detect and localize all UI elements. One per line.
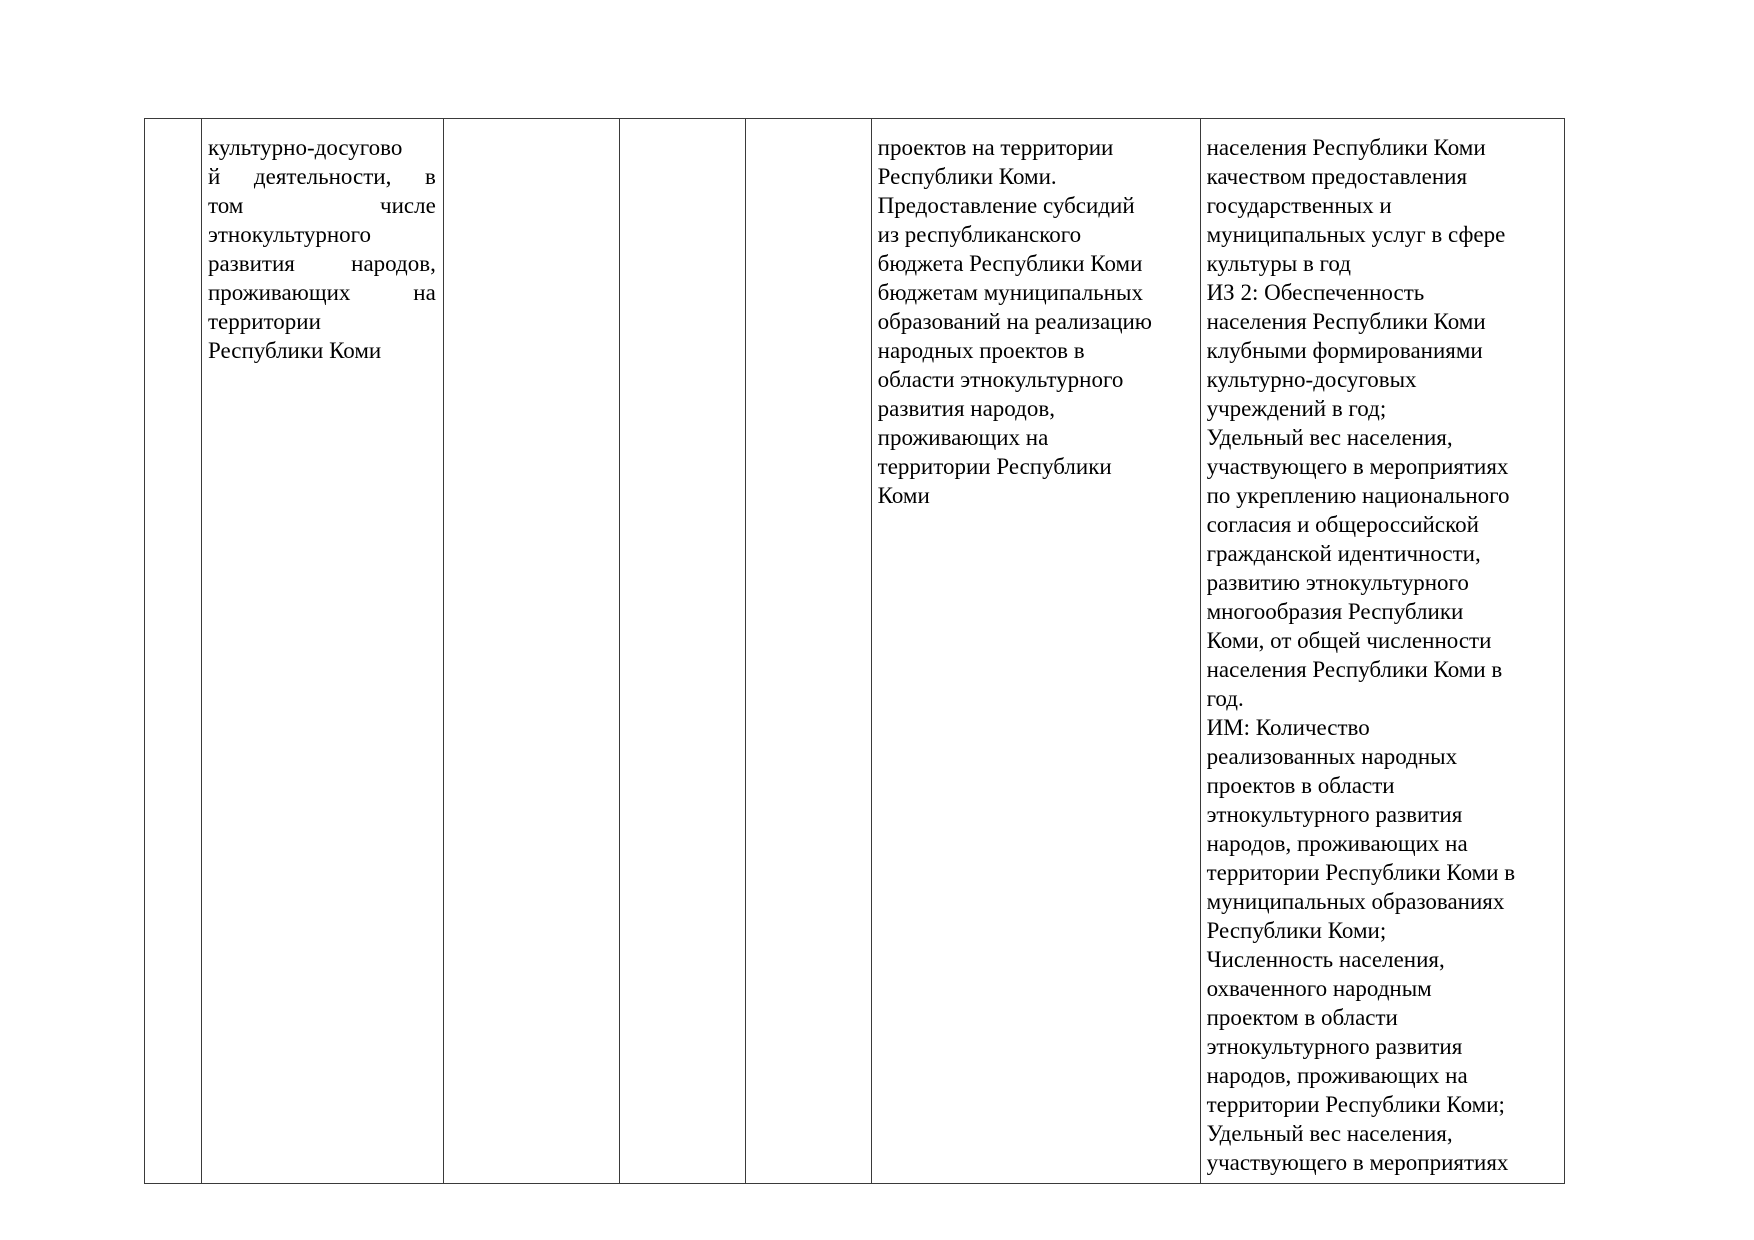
cell-text-line: культурно-досугово bbox=[207, 135, 403, 160]
cell-text-line: Республики Коми. bbox=[877, 164, 1057, 189]
document-table bbox=[144, 118, 1565, 1184]
cell-text-line: населения Республики Коми bbox=[1206, 309, 1486, 334]
cell-text-line: учреждений в год; bbox=[1206, 396, 1387, 421]
cell-text-line: участвующего в мероприятиях bbox=[1206, 454, 1509, 479]
cell-text-line: Республики Коми; bbox=[1206, 918, 1387, 943]
cell-text-line: охваченного народным bbox=[1206, 976, 1432, 1001]
cell-text-line: участвующего в мероприятиях bbox=[1206, 1150, 1509, 1175]
cell-text-line: проектом в области bbox=[1206, 1005, 1398, 1030]
cell-text-line: год. bbox=[1206, 686, 1244, 711]
cell-text-line: развитию этнокультурного bbox=[1206, 570, 1469, 595]
cell-text-line: проживающих на bbox=[877, 425, 1049, 450]
table-cell-empty bbox=[620, 119, 746, 1184]
cell-text-line: народов, проживающих на bbox=[1206, 1063, 1468, 1088]
cell-text-line: из республиканского bbox=[877, 222, 1082, 247]
cell-text-line: многообразия Республики bbox=[1206, 599, 1464, 624]
cell-text-line: Республики Коми bbox=[207, 338, 382, 363]
table-cell-measures bbox=[871, 119, 1200, 1184]
cell-text-line: проживающих на bbox=[207, 280, 436, 305]
cell-text-line: народных проектов в bbox=[877, 338, 1085, 363]
cell-text-line: ИМ: Количество bbox=[1206, 715, 1370, 740]
cell-text-line: государственных и bbox=[1206, 193, 1392, 218]
cell-text-line: Удельный вес населения, bbox=[1206, 425, 1453, 450]
cell-text-line: бюджета Республики Коми bbox=[877, 251, 1143, 276]
cell-text-line: по укреплению национального bbox=[1206, 483, 1510, 508]
cell-text-line: том числе bbox=[207, 193, 436, 218]
cell-text-line: й деятельности, в bbox=[207, 164, 436, 189]
table-cell-empty bbox=[745, 119, 871, 1184]
cell-text-line: этнокультурного bbox=[207, 222, 372, 247]
cell-text-line: территории Республики Коми; bbox=[1206, 1092, 1505, 1117]
cell-text-line: области этнокультурного bbox=[877, 367, 1124, 392]
cell-text-line: развития народов, bbox=[207, 251, 436, 276]
cell-text-line: образований на реализацию bbox=[877, 309, 1152, 334]
cell-text-line: населения Республики Коми bbox=[1206, 135, 1486, 160]
cell-text-line: населения Республики Коми в bbox=[1206, 657, 1503, 682]
table-cell-activity bbox=[201, 119, 443, 1184]
cell-text-line: клубными формированиями bbox=[1206, 338, 1483, 363]
cell-text-line: Численность населения, bbox=[1206, 947, 1445, 972]
table-cell-number bbox=[145, 119, 202, 1184]
cell-text-line: качеством предоставления bbox=[1206, 164, 1468, 189]
cell-text-line: муниципальных образованиях bbox=[1206, 889, 1505, 914]
cell-text-line: проектов в области bbox=[1206, 773, 1395, 798]
cell-text-line: муниципальных услуг в сфере bbox=[1206, 222, 1506, 247]
cell-text-line: культуры в год bbox=[1206, 251, 1351, 276]
cell-text-line: народов, проживающих на bbox=[1206, 831, 1468, 856]
cell-text-line: проектов на территории bbox=[877, 135, 1114, 160]
table-cell-indicators bbox=[1200, 119, 1564, 1184]
cell-text-line: развития народов, bbox=[877, 396, 1055, 421]
cell-text-line: Коми bbox=[877, 483, 930, 508]
cell-text-line: культурно-досуговых bbox=[1206, 367, 1417, 392]
cell-text-line: территории bbox=[207, 309, 321, 334]
cell-text-line: Удельный вес населения, bbox=[1206, 1121, 1453, 1146]
cell-text-line: территории Республики bbox=[877, 454, 1112, 479]
table-cell-empty bbox=[443, 119, 619, 1184]
cell-text-line: ИЗ 2: Обеспеченность bbox=[1206, 280, 1425, 305]
cell-text-line: гражданской идентичности, bbox=[1206, 541, 1481, 566]
cell-text-line: территории Республики Коми в bbox=[1206, 860, 1516, 885]
cell-text-line: Предоставление субсидий bbox=[877, 193, 1135, 218]
cell-text-line: Коми, от общей численности bbox=[1206, 628, 1492, 653]
table-row bbox=[145, 119, 1565, 1184]
cell-text-line: бюджетам муниципальных bbox=[877, 280, 1143, 305]
cell-text-line: согласия и общероссийской bbox=[1206, 512, 1479, 537]
cell-text-line: реализованных народных bbox=[1206, 744, 1458, 769]
cell-text-line: этнокультурного развития bbox=[1206, 1034, 1463, 1059]
cell-text-line: этнокультурного развития bbox=[1206, 802, 1463, 827]
